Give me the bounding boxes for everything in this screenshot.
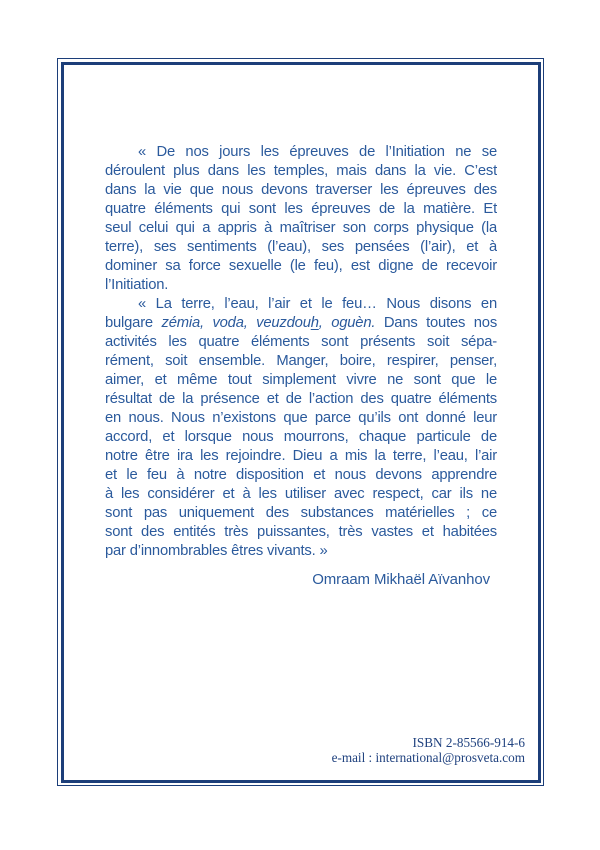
quote-text: Dans toutes nos — [375, 315, 497, 331]
quote-line: « La terre, l’eau, l’air et le feu… Nous disons en — [138, 296, 497, 312]
quote-line: « De nos jours les épreuves de l’Initiation ne se — [138, 144, 497, 160]
quote-line: rément, soit ensemble. Manger, boire, respirer, penser, — [105, 353, 497, 369]
quote-line: notre être ira les rejoindre. Dieu a mis la terre, l’eau, l’air — [105, 448, 497, 464]
bulgarian-term: zémia, voda, veuzdou — [161, 315, 311, 331]
quote-text-block — [105, 143, 497, 561]
quote-text: bulgare — [105, 315, 162, 331]
quote-line: quatre éléments qui sont les épreuves de la matière. Et — [105, 201, 497, 217]
colophon-block — [332, 736, 525, 765]
quote-line — [105, 314, 497, 333]
quote-line: et le feu à notre disposition et nous devons apprendre — [105, 467, 497, 483]
quote-line: aimer, et même tout simplement vivre ne sont que le — [105, 372, 497, 388]
quote-line: l’Initiation. — [105, 277, 169, 293]
quote-line: activités les quatre éléments sont présents soit sépa- — [105, 334, 497, 350]
quote-line: en nous. Nous n’existons que parce qu’ils ont donné leur — [105, 410, 497, 426]
quote-line: déroulent plus dans les temples, mais dans la vie. C’est — [105, 163, 497, 179]
author-name: Omraam Mikhaël Aïvanhov — [312, 571, 490, 588]
quote-line: à les considérer et à les utiliser avec respect, car ils ne — [105, 486, 497, 502]
quote-line: dominer sa force sexuelle (le feu), est digne de recevoir — [105, 258, 497, 274]
bulgarian-term: , oguèn. — [318, 315, 376, 331]
quote-line: sont pas uniquement des substances matérielles ; ce — [105, 505, 497, 521]
quote-line: résultat de la présence et de l’action des quatre éléments — [105, 391, 497, 407]
quote-line: sont des entités très puissantes, très vastes et habitées — [105, 524, 497, 540]
bulgarian-term: h — [310, 315, 319, 331]
quote-line: seul celui qui a appris à maîtriser son corps physique (la — [105, 220, 497, 236]
quote-line: accord, et lorsque nous mourrons, chaque particule de — [105, 429, 497, 445]
quote-line: dans la vie que nous devons traverser les épreuves des — [105, 182, 497, 198]
quote-line: par d’innombrables êtres vivants. » — [105, 543, 328, 559]
quote-line: terre), ses sentiments (l’eau), ses pensées (l’air), et à — [105, 239, 497, 255]
isbn-line: ISBN 2-85566-914-6 — [412, 735, 525, 750]
email-line: e-mail : international@prosveta.com — [331, 749, 525, 765]
